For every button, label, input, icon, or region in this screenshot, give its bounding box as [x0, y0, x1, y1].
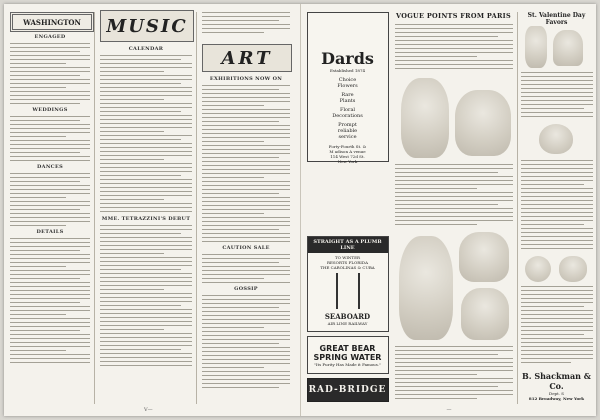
art-exhibitions-head: EXHIBITIONS NOW ON	[209, 76, 283, 82]
spring-water-headline: SPRING WATER	[313, 352, 382, 362]
dards-ad	[307, 12, 389, 162]
dards-name: Dards	[321, 49, 374, 68]
valentine-price-list	[521, 286, 593, 368]
shackman-name: B. Shackman & Co.	[522, 371, 591, 391]
shackman-dept: Dept. S	[548, 391, 565, 396]
washington-title: WASHINGTON	[23, 17, 81, 27]
shackman-address: 812 Broadway, New York	[528, 396, 585, 401]
right-page	[301, 4, 597, 416]
dards-address: M adison A venue	[329, 149, 366, 154]
magazine-spread	[4, 4, 596, 416]
dards-line: Flowers	[337, 83, 358, 89]
rad-bridge-name: RAD-BRIDGE	[308, 385, 387, 395]
dards-line: Floral	[339, 107, 356, 113]
favor-box-illustration	[559, 256, 587, 282]
vogue-article	[395, 164, 513, 230]
dards-line: service	[338, 134, 357, 140]
seaboard-tag: AIR LINE RAILWAY	[327, 321, 368, 326]
spring-water-ad	[307, 336, 389, 374]
fashion-illustration	[455, 90, 511, 156]
seaboard-sub: RESORTS FLORIDA	[327, 260, 368, 265]
dards-line: Rare	[341, 92, 354, 98]
fashion-illustration	[399, 236, 453, 340]
dards-address: 114 West 72d St.	[330, 154, 365, 159]
dards-line: Decorations	[332, 113, 363, 119]
section-engaged: ENGAGED	[34, 34, 66, 40]
route-map-icon	[336, 273, 360, 309]
fashion-illustration	[401, 78, 449, 158]
rad-bridge-ad	[307, 378, 389, 402]
favor-box-illustration	[525, 256, 551, 282]
music-title: MUSIC	[106, 15, 188, 37]
gossip-head: GOSSIP	[234, 286, 258, 292]
column-rule	[94, 12, 95, 404]
caution-sale-head: CAUTION SALE	[222, 245, 270, 251]
section-weddings: WEDDINGS	[32, 107, 68, 113]
dards-line: Choice	[338, 77, 357, 83]
seaboard-sub: TO WINTER	[334, 255, 360, 260]
valentine-title: St. Valentine Day Favors	[527, 12, 586, 26]
section-details: DETAILS	[36, 229, 64, 235]
music-banner	[100, 10, 194, 42]
art-title: ART	[221, 47, 273, 69]
spring-water-headline: GREAT BEAR	[319, 343, 376, 353]
seaboard-name: SEABOARD	[324, 312, 371, 321]
seaboard-sub: THE CAROLINAS & CUBA	[320, 265, 375, 270]
vogue-article	[395, 346, 513, 404]
dards-line: Plants	[339, 98, 356, 104]
column-rule	[196, 12, 197, 404]
valentine-price-list	[521, 160, 593, 252]
heart-box-illustration	[539, 124, 573, 154]
music-column	[100, 44, 192, 402]
left-page-number: V—	[144, 407, 153, 413]
dards-line: reliable	[337, 128, 358, 134]
article-title: MME. TETRAZZINI'S DEBUT	[101, 216, 191, 222]
dards-address: Forty-Fourth St. &	[328, 144, 367, 149]
art-banner	[202, 44, 292, 72]
dards-address: New York	[337, 159, 358, 164]
column-rule	[517, 12, 518, 404]
society-column	[10, 32, 90, 402]
art-column-top	[202, 12, 290, 40]
fashion-illustration	[459, 232, 509, 282]
vogue-points-title: VOGUE POINTS FROM PARIS	[396, 12, 511, 20]
vase-illustration	[553, 30, 583, 66]
seaboard-headline: STRAIGHT AS A PLUMB LINE	[308, 237, 388, 253]
music-calendar-head: CALENDAR	[128, 46, 164, 52]
dards-established: Established 1874	[329, 68, 366, 73]
dards-line: Prompt	[338, 122, 357, 128]
spring-water-tag: "Its Purity Has Made it Famous."	[314, 361, 381, 367]
washington-banner	[10, 12, 94, 32]
shackman-ad	[521, 370, 593, 402]
left-page	[4, 4, 301, 416]
art-column	[202, 74, 290, 402]
fashion-illustration	[461, 288, 509, 340]
valentine-price-list	[521, 72, 593, 120]
cupid-figurine-illustration	[525, 26, 547, 68]
section-dances: DANCES	[37, 164, 63, 170]
right-page-number: —	[446, 407, 452, 413]
vogue-article	[395, 24, 513, 74]
seaboard-ad	[307, 236, 389, 332]
